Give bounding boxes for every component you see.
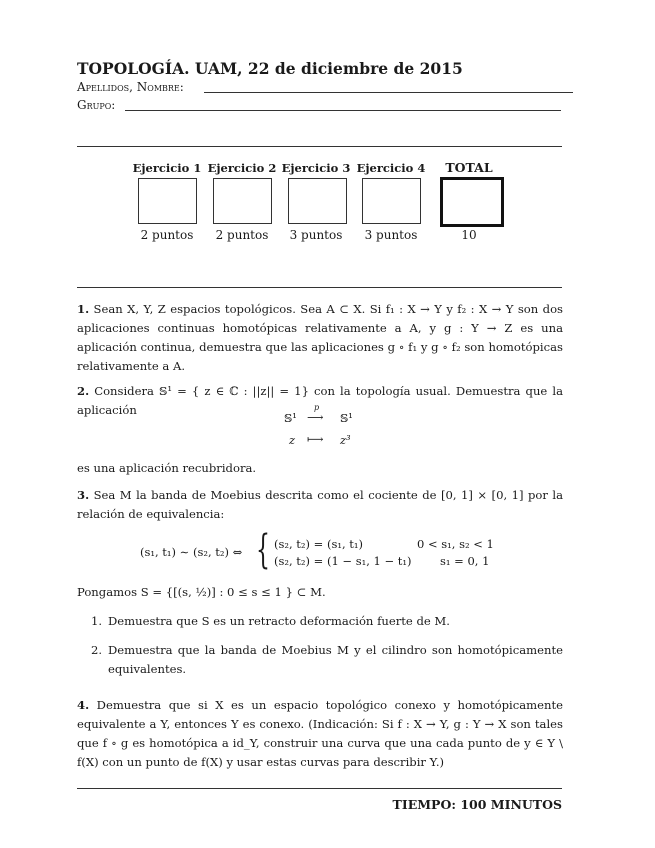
score-box-4[interactable] [362,178,421,224]
score-box-3[interactable] [288,178,347,224]
exercise-3-item-2 [91,641,563,679]
exercise-1 [77,300,563,376]
item-1-text: Demuestra que S es un retracto deformación fuerte de M. [108,614,450,628]
case-2-equation: (s₂, t₂) = (1 − s₁, 1 − t₁) [274,554,412,568]
score-box-1[interactable] [138,178,197,224]
score-box-2[interactable] [213,178,272,224]
case-2-condition: s₁ = 0, 1 [440,554,490,568]
set-definition: Pongamos S = {[(s, ½)] : 0 ≤ s ≤ 1 } ⊂ M. [77,585,326,599]
case-1-equation: (s₂, t₂) = (s₁, t₁) [274,537,364,551]
points-1: 2 puntos [140,228,194,242]
exercise-2-number: 2. [77,384,90,398]
item-2-text: Demuestra que la banda de Moebius M y el cilindro son homotópicamente equivalentes. [108,643,563,676]
case-1-condition: 0 < s₁, s₂ < 1 [417,537,494,551]
group-field-line[interactable] [125,110,561,111]
mapsto-arrow: ⟼ [307,432,324,446]
group-label: Grupo: [77,98,116,112]
name-label: Apellidos, Nombre: [77,80,184,94]
score-box-total[interactable] [440,177,504,227]
exercise-2-intro-text: Considera 𝕊¹ = { z ∈ ℂ : ||z|| = 1} con la topología usual. Demuestra que la aplicación [77,384,563,417]
col-heading-3: Ejercicio 3 [281,161,351,175]
page-title: TOPOLOGÍA. UAM, 22 de diciembre de 2015 [77,59,463,78]
exercise-3-intro-text: Sea M la banda de Moebius descrita como el cociente de [0, 1] × [0, 1] por la relación de equivalencia: [77,488,563,521]
relation-left: (s₁, t₁) ∼ (s₂, t₂) ⇔ [140,545,243,559]
table-divider [77,287,562,288]
map-var-z: z [289,433,296,447]
map-arrow: ⟶ [307,410,324,424]
map-image: z³ [340,433,351,447]
exercise-4-number: 4. [77,698,90,712]
exercise-3-intro [77,486,563,524]
col-heading-2: Ejercicio 2 [207,161,277,175]
time-limit: TIEMPO: 100 MINUTOS [392,797,562,812]
map-codomain: 𝕊¹ [340,411,353,425]
exercise-4 [77,696,563,772]
map-domain: 𝕊¹ [284,411,297,425]
item-2-number: 2. [91,643,103,657]
points-3: 3 puntos [289,228,343,242]
col-heading-total: TOTAL [445,160,493,175]
col-heading-4: Ejercicio 4 [356,161,426,175]
points-2: 2 puntos [215,228,269,242]
col-heading-1: Ejercicio 1 [132,161,202,175]
left-brace: { [256,527,270,573]
top-divider [77,146,562,147]
map-name-p: p [314,403,320,412]
points-4: 3 puntos [364,228,418,242]
exercise-2-outro: es una aplicación recubridora. [77,461,257,475]
exercise-1-number: 1. [77,302,90,316]
exercise-4-text: Demuestra que si X es un espacio topológico conexo y homotópicamente equivalente a Y, entonces Y es conexo. (Indicación: Si f : X → Y, g : Y → X son tales que f ∘ g es homotópica a id_Y, construir una curva que una cada punto de y ∈ Y \ f(X) con un punto de f(X) y usar estas curvas para describir Y.) [77,698,563,769]
exercise-3-item-1 [91,612,563,631]
name-field-line[interactable] [204,92,573,93]
exercise-3-number: 3. [77,488,90,502]
bottom-divider [77,788,562,789]
exercise-1-text: Sean X, Y, Z espacios topológicos. Sea A ⊂ X. Si f₁ : X → Y y f₂ : X → Y son dos aplicaciones continuas homotópicas relativamente a A, y g : Y → Z es una aplicación continua, demuestra que las aplicaciones g ∘ f₁ y g ∘ f₂ son homotópicas relativamente a A. [77,302,563,373]
points-total: 10 [461,228,477,242]
item-1-number: 1. [91,614,103,628]
